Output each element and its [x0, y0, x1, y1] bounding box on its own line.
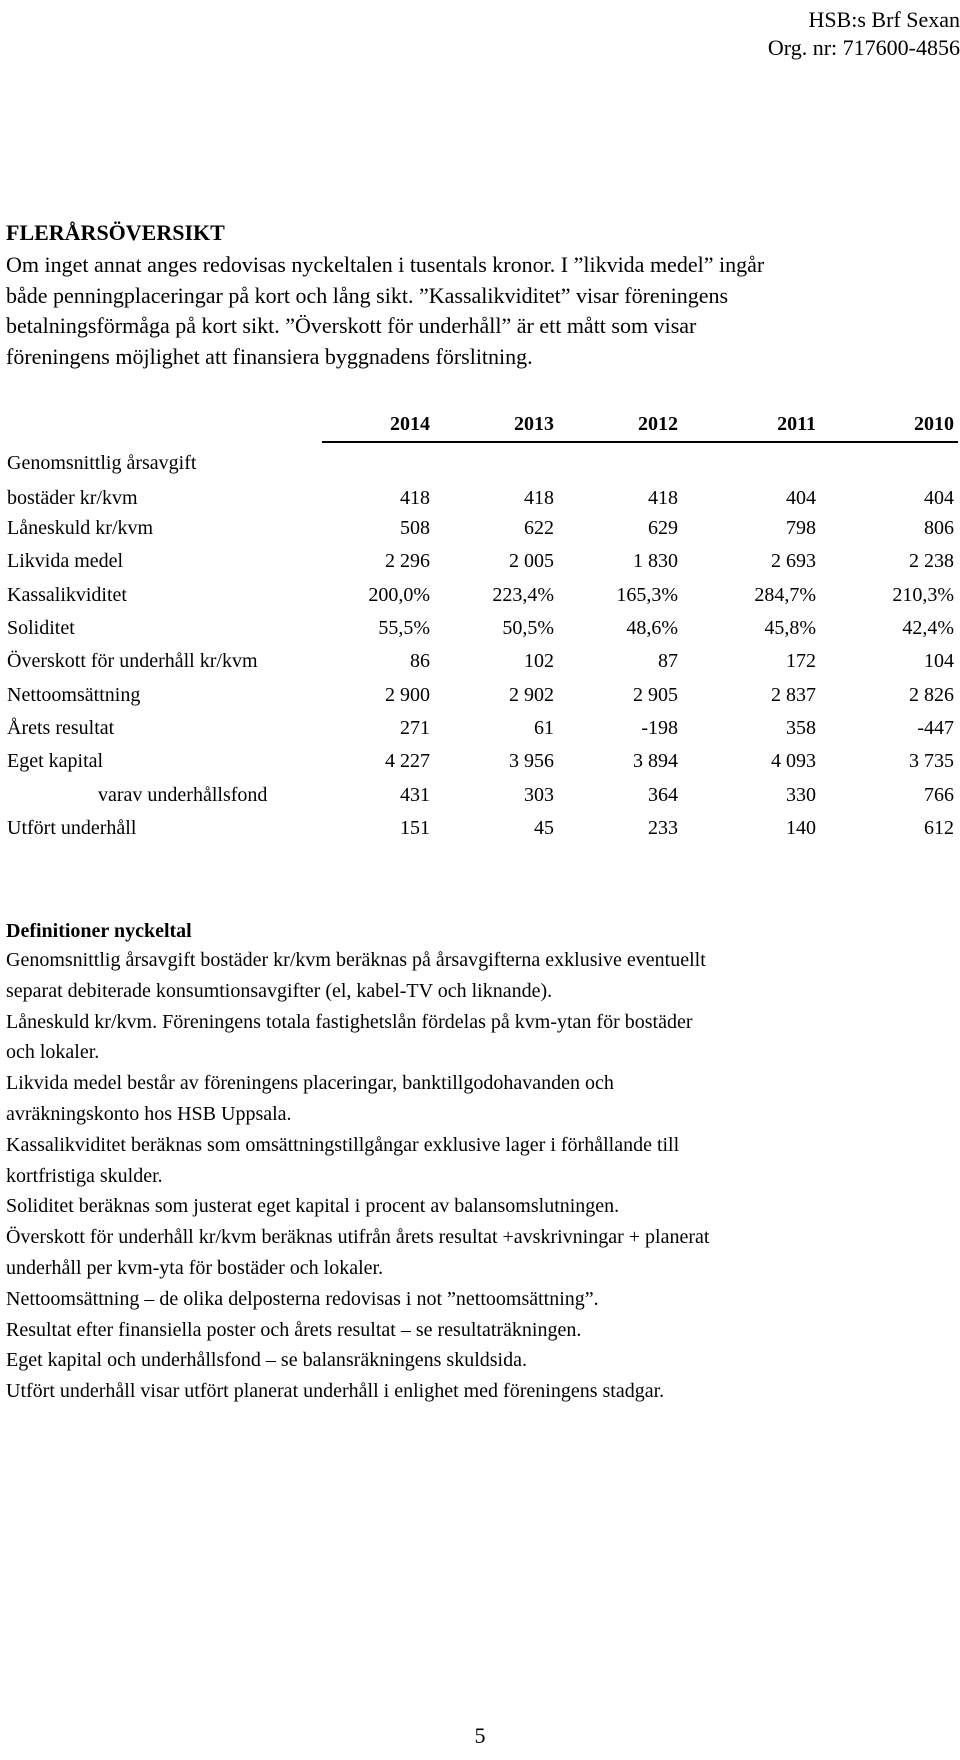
table-row: [0, 581, 960, 609]
table-cell: 798: [786, 517, 816, 539]
table-cell: 303: [524, 784, 554, 806]
table-cell: 210,3%: [892, 584, 954, 606]
table-cell: 508: [400, 517, 430, 539]
table-cell: 1 830: [633, 550, 678, 572]
header-underline: [322, 441, 958, 443]
intro-line: betalningsförmåga på kort sikt. ”Överskott för underhåll” är ett mått som visar: [6, 313, 697, 338]
table-row: [0, 747, 960, 775]
row-label: Årets resultat: [7, 717, 115, 739]
definition-line: Nettoomsättning – de olika delposterna redovisas i not ”nettoomsättning”.: [6, 1287, 599, 1310]
row-label: Utfört underhåll: [7, 817, 137, 839]
row-label: varav underhållsfond: [98, 784, 268, 806]
table-cell: 629: [648, 517, 678, 539]
year-header: 2010: [914, 413, 954, 435]
table-cell: 622: [524, 517, 554, 539]
table-cell: 2 902: [509, 684, 554, 706]
table-cell: 4 093: [771, 750, 816, 772]
table-cell: 358: [786, 717, 816, 739]
row-label: Soliditet: [7, 617, 75, 639]
table-row: [0, 614, 960, 642]
table-cell: 48,6%: [626, 617, 678, 639]
table-cell: 104: [924, 650, 954, 672]
table-cell: 271: [400, 717, 430, 739]
table-cell: 2 693: [771, 550, 816, 572]
definition-line: Resultat efter finansiella poster och årets resultat – se resultaträkningen.: [6, 1318, 582, 1341]
table-row: [0, 547, 960, 575]
table-cell: 3 894: [633, 750, 678, 772]
table-cell: 418: [524, 487, 554, 509]
table-row: [0, 449, 960, 477]
definition-line: Utfört underhåll visar utfört planerat underhåll i enlighet med föreningens stadgar.: [6, 1380, 665, 1403]
table-cell: 50,5%: [502, 617, 554, 639]
row-label: Nettoomsättning: [7, 684, 141, 706]
definitions-title: Definitioner nyckeltal: [6, 920, 192, 942]
row-label: Kassalikviditet: [7, 584, 127, 606]
table-cell: 2 005: [509, 550, 554, 572]
table-cell: 766: [924, 784, 954, 806]
table-cell: 4 227: [385, 750, 430, 772]
row-label: Likvida medel: [7, 550, 124, 572]
table-cell: 2 296: [385, 550, 430, 572]
table-cell: 404: [786, 487, 816, 509]
table-cell: 431: [400, 784, 430, 806]
table-cell: 172: [786, 650, 816, 672]
table-row: [0, 514, 960, 542]
organization-name: HSB:s Brf Sexan: [808, 7, 960, 32]
row-label: Överskott för underhåll kr/kvm: [7, 650, 258, 672]
table-row: [0, 484, 960, 512]
table-cell: 2 837: [771, 684, 816, 706]
table-header-row: [0, 410, 960, 438]
table-cell: 45: [534, 817, 554, 839]
year-header: 2014: [390, 413, 430, 435]
table-cell: 806: [924, 517, 954, 539]
table-cell: 200,0%: [368, 584, 430, 606]
table-cell: 42,4%: [902, 617, 954, 639]
table-row: [0, 814, 960, 842]
table-row: [0, 714, 960, 742]
definition-line: Eget kapital och underhållsfond – se balansräkningens skuldsida.: [6, 1349, 527, 1372]
table-cell: 2 905: [633, 684, 678, 706]
definition-line: Kassalikviditet beräknas som omsättningstillgångar exklusive lager i förhållande till: [6, 1133, 680, 1156]
table-cell: 364: [648, 784, 678, 806]
table-cell: 102: [524, 650, 554, 672]
table-cell: 87: [658, 650, 678, 672]
table-cell: 2 826: [909, 684, 954, 706]
table-cell: 86: [410, 650, 430, 672]
page-header: [768, 6, 960, 62]
definition-line: kortfristiga skulder.: [6, 1164, 163, 1187]
table-cell: 2 238: [909, 550, 954, 572]
section-title: FLERÅRSÖVERSIKT: [6, 220, 225, 245]
table-cell: -447: [917, 717, 954, 739]
definition-line: separat debiterade konsumtionsavgifter (el, kabel-TV och liknande).: [6, 979, 553, 1002]
table-cell: 284,7%: [754, 584, 816, 606]
definition-line: Överskott för underhåll kr/kvm beräknas utifrån årets resultat +avskrivningar + planerat: [6, 1226, 710, 1249]
table-cell: 151: [400, 817, 430, 839]
definition-line: Likvida medel består av föreningens placeringar, banktillgodohavanden och: [6, 1072, 614, 1095]
intro-line: föreningens möjlighet att finansiera byggnadens förslitning.: [6, 343, 533, 369]
table-cell: 418: [400, 487, 430, 509]
table-cell: 165,3%: [616, 584, 678, 606]
table-cell: 404: [924, 487, 954, 509]
row-label: bostäder kr/kvm: [7, 487, 138, 509]
table-cell: 418: [648, 487, 678, 509]
table-cell: 612: [924, 817, 954, 839]
table-cell: 45,8%: [764, 617, 816, 639]
table-cell: 233: [648, 817, 678, 839]
definition-line: Soliditet beräknas som justerat eget kapital i procent av balansomslutningen.: [6, 1195, 620, 1218]
table-cell: 140: [786, 817, 816, 839]
table-row: [0, 647, 960, 675]
row-label: Eget kapital: [7, 750, 104, 772]
intro-paragraph: [6, 250, 936, 372]
table-cell: 61: [534, 717, 554, 739]
year-header: 2013: [514, 413, 554, 435]
intro-line: både penningplaceringar på kort och lång sikt. ”Kassalikviditet” visar föreningens: [6, 282, 729, 308]
year-header: 2011: [777, 413, 816, 435]
row-label: Genomsnittlig årsavgift: [7, 452, 197, 474]
definitions-list: [6, 945, 946, 1407]
organization-number: Org. nr: 717600-4856: [767, 35, 960, 60]
table-cell: -198: [641, 717, 678, 739]
row-label: Låneskuld kr/kvm: [7, 517, 154, 539]
table-row: [0, 781, 960, 809]
table-cell: 3 956: [509, 750, 554, 772]
intro-line: Om inget annat anges redovisas nyckeltalen i tusentals kronor. I ”likvida medel” ingår: [6, 252, 765, 277]
page-number: 5: [474, 1723, 486, 1748]
table-cell: 223,4%: [492, 584, 554, 606]
definition-line: Låneskuld kr/kvm. Föreningens totala fastighetslån fördelas på kvm-ytan för bostäder: [6, 1010, 693, 1033]
table-row: [0, 681, 960, 709]
table-cell: 3 735: [909, 750, 954, 772]
definition-line: Genomsnittlig årsavgift bostäder kr/kvm beräknas på årsavgifterna exklusive eventuellt: [6, 949, 706, 971]
table-cell: 2 900: [385, 684, 430, 706]
definition-line: underhåll per kvm-yta för bostäder och lokaler.: [6, 1256, 384, 1279]
definition-line: avräkningskonto hos HSB Uppsala.: [6, 1102, 292, 1125]
definition-line: och lokaler.: [6, 1041, 100, 1064]
table-cell: 330: [786, 784, 816, 806]
page-number-container: [0, 1722, 960, 1750]
table-cell: 55,5%: [378, 617, 430, 639]
year-header: 2012: [638, 413, 678, 435]
